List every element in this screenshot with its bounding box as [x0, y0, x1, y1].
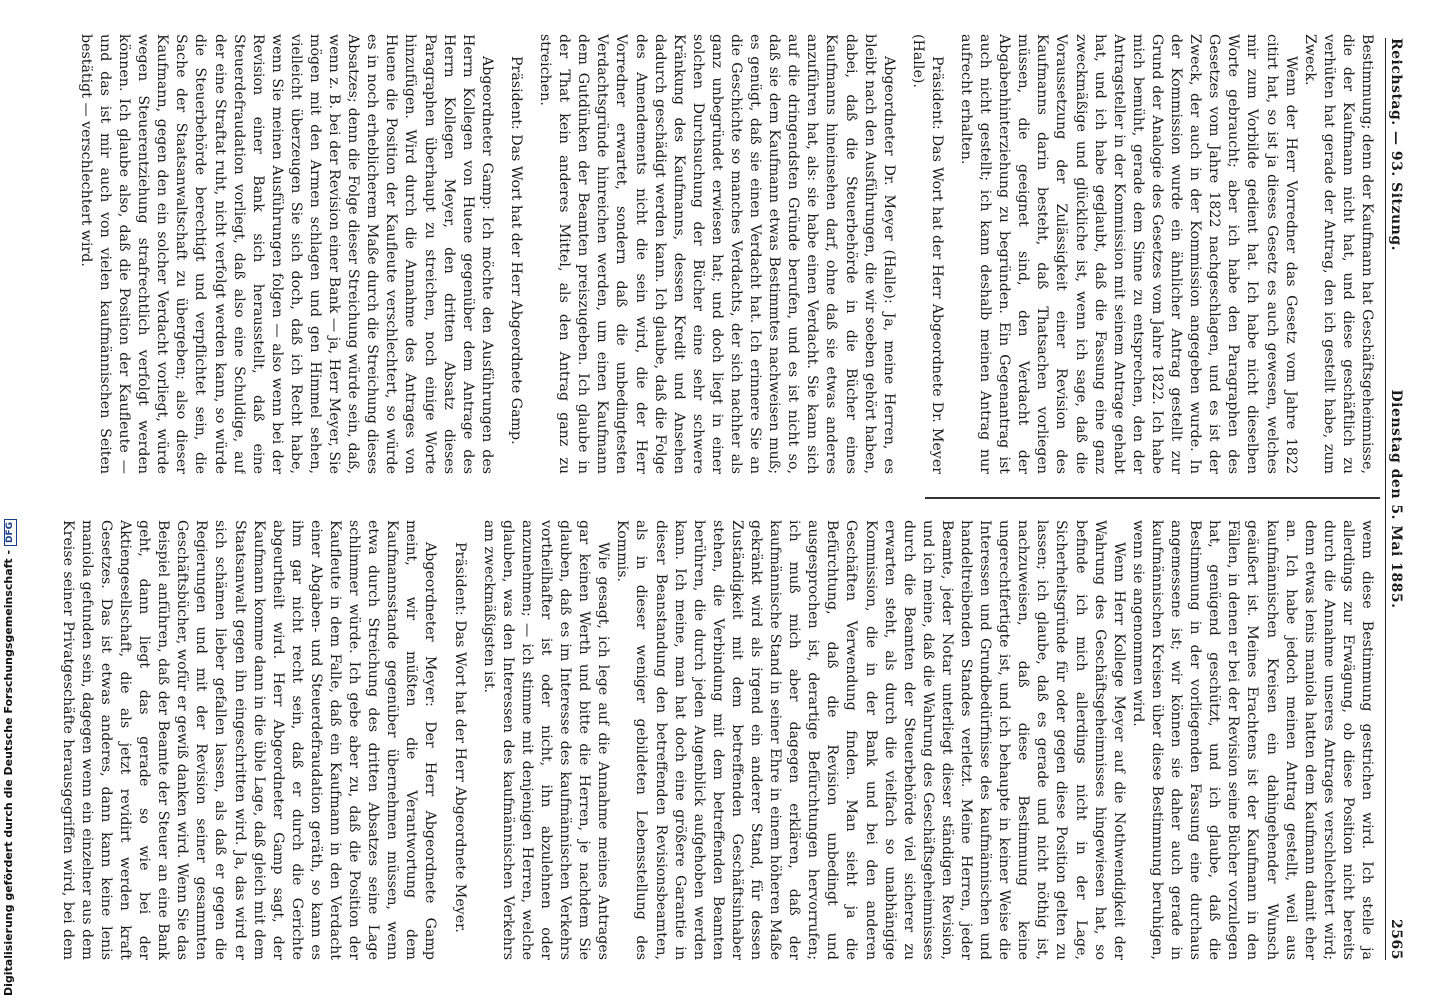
- right-column: [56, 520, 1376, 960]
- speaker-announcement: Präsident: Das Wort hat der Herr Abgeordnete Meyer.: [451, 542, 468, 933]
- page-number: 2565: [1388, 919, 1404, 960]
- dfg-logo: DFG: [4, 519, 17, 546]
- header-rule: [1385, 38, 1386, 960]
- speech-paragraph: Abgeordneter Gamp: Ich möchte den Ausführungen des Herrn Kollegen von Huene gegenüber dem Antrage des Herrn Kollegen Meyer, den dritten Absatz dieses Paragraphen überhaupt zu streichen, noch einige Worte hinzufügen. Wird durch die Annahme des Antrages von Huene die Position der Kaufleute verschlechtert, so würde es in noch erheblicherem Maße durch die Streichung dieses Absatzes; denn die Folge dieser Streichung würde sein, daß, wenn z. B. bei der Revision einer Bank — ja, Herr Meyer, Sie mögen mit den Armen schlagen und gen Himmel sehen, vielleicht überzeugen Sie sich doch, daß ich Recht habe, wenn Sie meinen Ausführungen folgen — also wenn bei der Revision einer Bank sich herausstellt, daß eine Steuerdefraudation vorliegt, daß also eine Schuldige, auf der eine Straftat ruht, nicht verfolgt werden kann, so würde die Steuerbehörde berechtigt und verpflichtet sein, die Sache der Staatsanwaltschaft zu übergeben; also dieser Kaufmann, gegen den ein solcher Verdacht vorliegt, würde wegen Steuerentziehung strafrechtlich verfolgt werden können. Ich glaube also, daß die Position der Kaufleute — und das ist mir auch von vielen kaufmännischen Seiten bestätigt — verschlechtert wird.: [77, 34, 495, 474]
- digitization-credit: [0, 0, 18, 1000]
- speaker-announcement: Präsident: Das Wort hat der Herr Abgeordnete Dr. Meyer (Halle).: [909, 34, 945, 474]
- paragraph: Wenn Herr Kollege Meyer auf die Nothwendigkeit der Wahrung des Geschäftsgeheimnisses hingewiesen hat, so befinde ich mich allerdings nicht in der Lage, Sicherheitsgründe für oder gegen diese Position gelten zu lassen; ich glaube, daß es gerade und nicht nöthig ist, nachzuweisen, daß diese Bestimmung keine ungerechtfertigte ist, und ich behaupte in keiner Weise die Interessen und Grundbedürfnisse des kaufmännischen und handeltreibenden Standes verletzt. Meine Herren, jeder Beamte, jeder Notar unterliegt dieser ständigen Revision, und ich meine, daß die Wahrung des Geschäftsgeheimnisses durch die Beamten der Steuerbehörde viel sicherer zu erwarten steht, als durch die vielfach so unabhängige Kommission, die in der Bank und bei den anderen Geschäften Verwendung finden. Man sieht ja die Befürchtung, daß die Revision unbedingt und ausgesprochen ist, derartige Befürchtungen hervorrufen; ich muß mich aber dagegen erklären, daß der kaufmännische Stand in seiner Ehre in einem höheren Maße gekränkt wird als irgend ein anderer Stand, für dessen Zuständigkeit mit dem betreffenden Geschäftsinhaber stehen, die Verbindung mit dem betreffenden Beamten berühren, die durch jeden Augenblick aufgehoben werden kann. Ich meine, man hat doch eine größere Garantie in dieser Beanstandung den betreffenden Revisionsbeamten, als in dieser weniger gebildeten Lebensstellung des Kommis.: [614, 520, 1127, 960]
- paragraph: Wie gesagt, ich lege auf die Annahme meines Antrages gar keinen Werth und bitte die Herren, je nachdem Sie glauben, daß es im Interesse des kaufmännischen Verkehrs vortheilhafter ist oder nicht, ihn abzulehnen oder anzunehmen; — ich stimme mit denjenigen Herren, welche glauben, was den Interessen des kaufmännischen Verkehrs am zweckmäßigsten ist.: [480, 520, 612, 960]
- credit-text: Digitalisierung gefördert durch die Deutsche Forschungsgemeinschaft -: [2, 549, 15, 996]
- speaker-announcement: Präsident: Das Wort hat der Herr Abgeordnete Gamp.: [507, 56, 524, 445]
- speech-paragraph: Abgeordneter Dr. Meyer (Halle): Ja, meine Herren, es bleibt nach den Ausführungen, die wir soeben gehört haben, dabei, daß die Steuerbehörde in die Bücher eines Kaufmanns hineinsehen darf, ohne daß sie etwas anderes anzuführen hat, als: sie habe einen Verdacht. Sie kann sich auf die dringendsten Gründe berufen, und es ist nicht so, daß sie dem Kaufmann etwas Bestimmtes nachweisen muß; es genügt, daß sie einen Verdacht hat. Ich erinnere Sie an die Geschichte so manches Verdachts, der sich nachher als ganz unbegründet erwiesen hat; und doch liegt in einer solchen Durchsuchung der Bücher eine sehr schwere Kränkung des Kaufmanns, dessen Kredit und Ansehen dadurch geschädigt werden kann. Ich glaube, daß die Folge des Amendements nicht die sein wird, die der Herr Vorredner erwartet, sondern daß die unbedingtesten Verdachtsgründe hinreichen werden, um einen Kaufmann dem Gutdünken der Beamten preiszugeben. Ich glaube in der That kein anderes Mittel, als den Antrag ganz zu streichen.: [537, 34, 897, 474]
- footer-strip: [0, 0, 18, 1000]
- paragraph: Bestimmung; denn der Kaufmann hat Geschäftsgeheimnisse, die der Kaufmann nicht hat, und diese geschäftlich zu verhüten hat gerade der Antrag, den ich gestellt habe, zum Zweck.: [1301, 34, 1375, 474]
- page-header: [1382, 38, 1416, 960]
- left-column: [56, 34, 1376, 474]
- paragraph: Wenn der Herr Vorredner das Gesetz vom Jahre 1822 citirt hat, so ist ja dieses Gesetz es auch gewesen, welches mir zum Vorbilde gedient hat. Ich habe nicht dieselben Worte gebraucht; aber ich habe den Paragraphen des Gesetzes vom Jahre 1822 nachgeschlagen, und es ist der Zweck, der auch in der Kommission angegeben wurde. In der Kommission wurde ein ähnlicher Antrag gestellt zur Grund der Analogie des Gesetzes vom Jahre 1822. Ich habe mich bemüht, gerade dem Sinne zu entsprechen, den der Antragsteller in der Kommission mit seinem Antrage gehabt hat, und ich habe geglaubt, daß die Fassung eine ganz zweckmäßige und glückliche ist, wenn ich sage, daß die Voraussetzung der Zulässigkeit einer Revision des Kaufmanns darin besteht, daß Thatsachen vorliegen müssen, die geeignet sind, den Verdacht der Abgabenhinterziehung zu begründen. Ein Gegenantrag ist auch nicht gestellt; ich kann deshalb meinen Antrag nur aufrecht erhalten.: [958, 34, 1299, 474]
- column-divider: [925, 497, 1380, 499]
- header-session: Reichstag. — 93. Sitzung.: [1388, 38, 1404, 251]
- header-date: Dienstag den 5. Mai 1885.: [1388, 389, 1404, 609]
- speech-paragraph: Abgeordneter Meyer: Der Herr Abgeordnete Gamp meint, wir müßten die Verantwortung dem Kaufmannsstande gegenüber übernehmen müssen, wenn etwa durch Streichung des dritten Absatzes seine Lage schlimmer würde. Ich gebe aber zu, daß die Position der Kaufleute in dem Falle, daß ein Kaufmann in den Verdacht einer Abgaben- und Steuerdefraudation geräth, so kann es ihm gar nicht recht sein, daß er durch die Gerichte abgeurtheilt wird. Herr Abgeordneter Gamp sagt, der Kaufmann komme dann in die üble Lage, daß gleich mit dem Staatsanwalt gegen ihn eingeschritten wird. Ja, das wird er sich schämen lieber gefallen lassen, als daß er gegen die Regierungen und mit der Revision seiner gesammten Geschäftsbücher, wofür er gewiß danken wird. Wenn Sie das Beispiel anführen, daß der Beamte der Steuer an eine Bank geht, dann liegt das gerade so wie bei der Aktiengesellschaft, die als jetzt revidirt werden kraft Gesetzes. Das ist etwas anderes, dann kann keine lenis maniola gefunden sein, dagegen wenn ein einzelner aus dem Kreise seiner Privatgeschäfte herausgegriffen wird, bei dem: [59, 520, 439, 960]
- paragraph: wenn diese Bestimmung gestrichen wird. Ich stelle ja allerdings zur Erwägung, ob diese Position nicht bereits durch die Annahme unseres Antrages verschlechtert wird; denn etwas lenis maniola hatten dem Kaufmann damit eher an. Ich habe jedoch meinen Antrag gestellt, weil aus kaufmännischen Kreisen ein dahingehender Wunsch geäußert ist. Meines Erachtens ist der Kaufmann in den Fällen, in denen er bei der Revision seine Bücher vorzulegen hat, genügend geschützt, und ich glaube, daß die Bestimmung in der vorliegenden Fassung eine durchaus angemessene ist; wir können sie daher auch gerade in kaufmännischen Kreisen über diese Bestimmung beruhigen, wenn sie angenommen wird.: [1129, 520, 1375, 960]
